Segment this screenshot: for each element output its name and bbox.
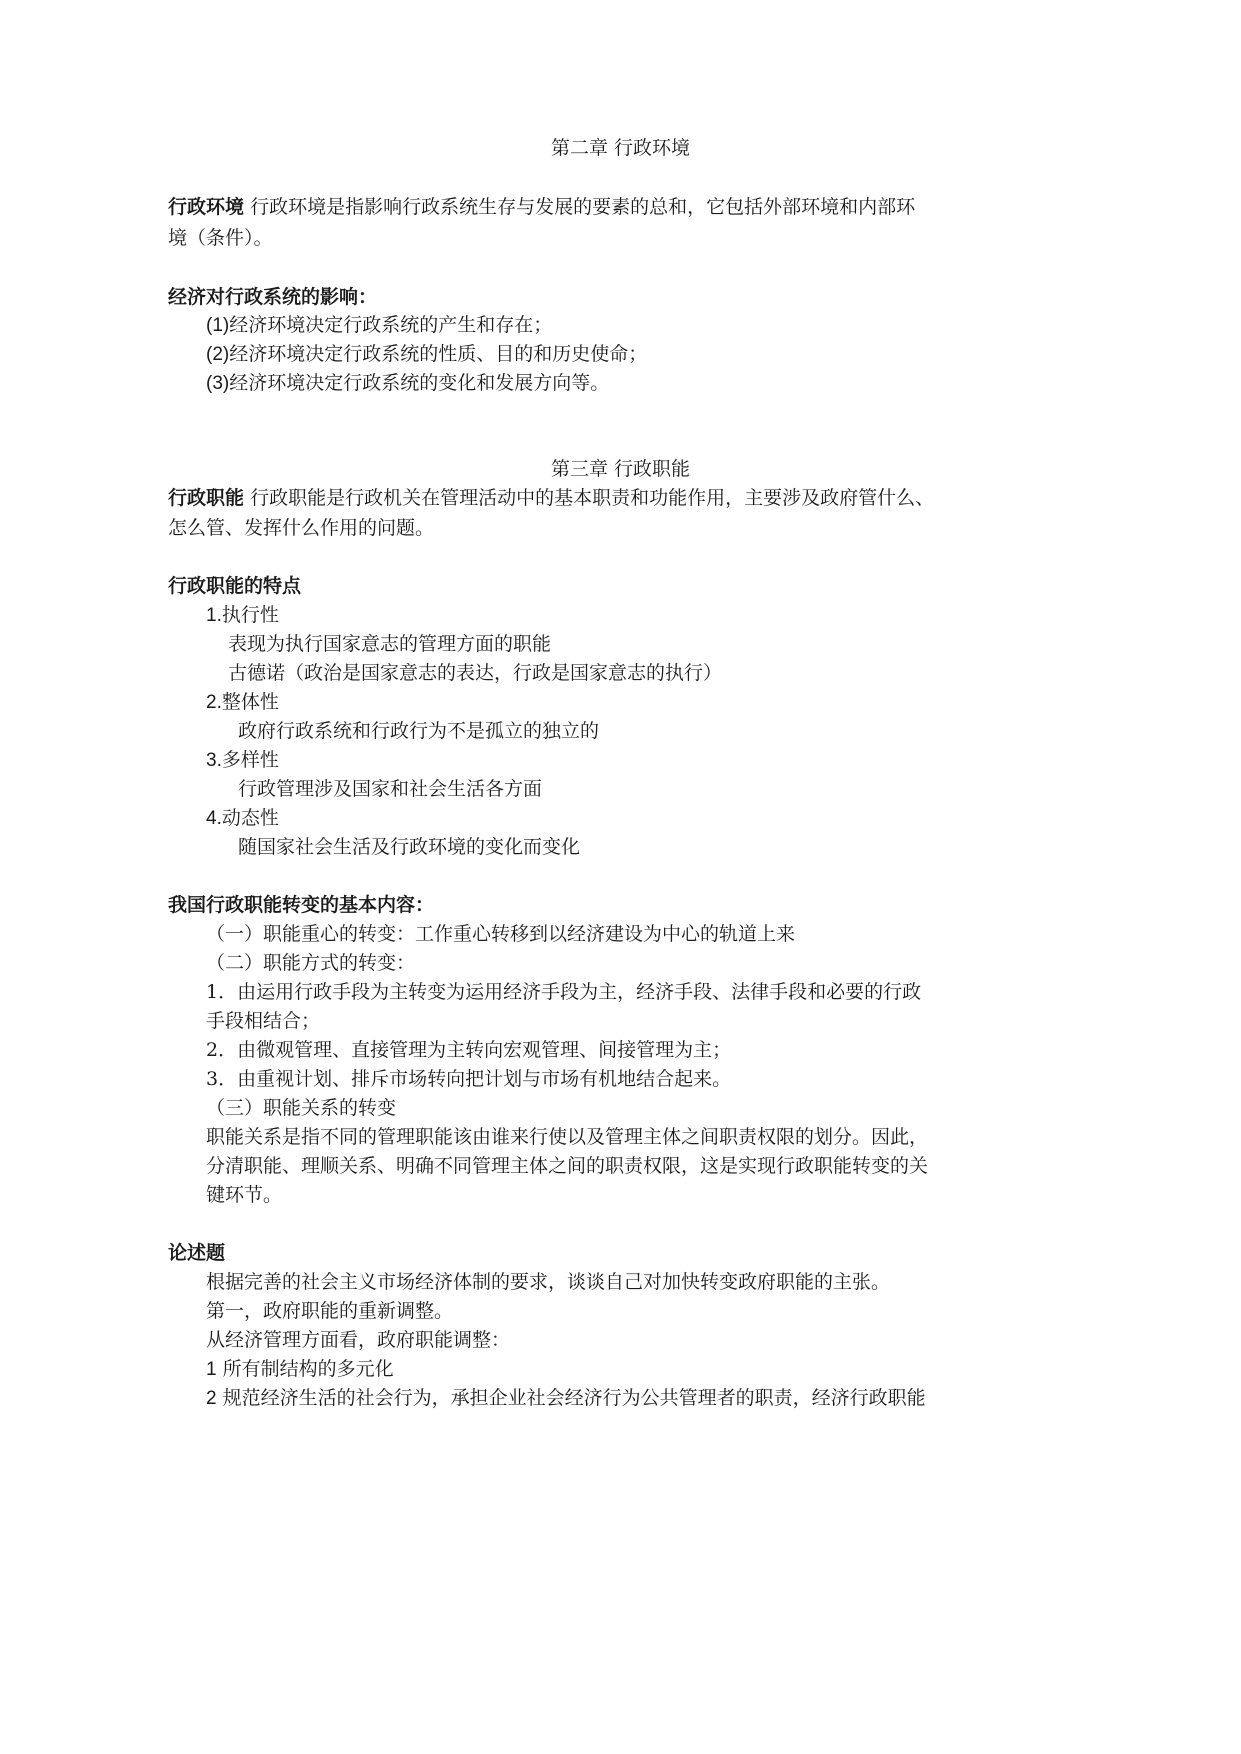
feature-2-title <box>206 690 279 715</box>
econ-item-3 <box>206 371 609 396</box>
essay-question: 根据完善的社会主义市场经济体制的要求，谈谈自己对加快转变政府职能的主张。 <box>206 1271 891 1293</box>
feature-1-desc-2: 古德诺（政治是国家意志的表达，行政是国家意志的执行） <box>228 662 723 684</box>
econ-item-number: (3) <box>206 373 230 394</box>
func-definition-line-2: 怎么管、发挥什么作用的问题。 <box>168 517 435 539</box>
feature-number: 3. <box>206 750 222 771</box>
econ-item-number: (2) <box>206 344 230 365</box>
feature-name: 整体性 <box>221 691 279 713</box>
essay-item-text: 规范经济生活的社会行为，承担企业社会经济行为公共管理者的职责，经济行政职能 <box>216 1387 926 1409</box>
env-definition-line-2: 境（条件）。 <box>168 227 273 249</box>
feature-number: 1. <box>206 605 222 626</box>
transform-item-1: （一）职能重心的转变：工作重心转移到以经济建设为中心的轨道上来 <box>206 923 796 945</box>
essay-point-1: 第一，政府职能的重新调整。 <box>206 1300 454 1322</box>
func-definition-line-1 <box>168 486 934 510</box>
transform-item-2: （二）职能方式的转变： <box>206 952 416 974</box>
func-term: 行政职能 <box>168 487 245 509</box>
method-3: 3．由重视计划、排斥市场转向把计划与市场有机地结合起来。 <box>206 1068 732 1090</box>
feature-1-desc-1: 表现为执行国家意志的管理方面的职能 <box>228 633 552 655</box>
econ-item-text: 经济环境决定行政系统的性质、目的和历史使命； <box>229 343 648 365</box>
essay-item-number: 1 <box>206 1359 217 1380</box>
features-heading: 行政职能的特点 <box>168 575 302 597</box>
env-term: 行政环境 <box>168 196 245 218</box>
essay-point-econ: 从经济管理方面看，政府职能调整： <box>206 1329 511 1351</box>
env-definition-text: 行政环境是指影响行政系统生存与发展的要素的总和，它包括外部环境和内部环 <box>250 196 916 218</box>
transform-item-3: （三）职能关系的转变 <box>206 1097 397 1119</box>
feature-name: 执行性 <box>221 604 279 626</box>
relation-line-3: 键环节。 <box>206 1184 283 1206</box>
transform-heading: 我国行政职能转变的基本内容： <box>168 894 435 916</box>
feature-3-desc: 行政管理涉及国家和社会生活各方面 <box>238 778 543 800</box>
essay-heading: 论述题 <box>168 1242 226 1264</box>
essay-item-2 <box>206 1386 926 1411</box>
method-1-line-2: 手段相结合； <box>206 1010 321 1032</box>
essay-item-text: 所有制结构的多元化 <box>216 1358 394 1380</box>
essay-item-number: 2 <box>206 1388 217 1409</box>
econ-influence-heading: 经济对行政系统的影响： <box>168 286 378 308</box>
econ-item-text: 经济环境决定行政系统的变化和发展方向等。 <box>229 372 610 394</box>
feature-1-title <box>206 603 279 628</box>
feature-4-desc: 随国家社会生活及行政环境的变化而变化 <box>238 836 581 858</box>
feature-4-title <box>206 806 279 831</box>
feature-name: 多样性 <box>221 749 279 771</box>
relation-line-1: 职能关系是指不同的管理职能该由谁来行使以及管理主体之间职责权限的划分。因此， <box>206 1126 929 1148</box>
relation-line-2: 分清职能、理顺关系、明确不同管理主体之间的职责权限，这是实现行政职能转变的关 <box>206 1155 929 1177</box>
chapter-2-title: 第二章 行政环境 <box>550 137 691 159</box>
econ-item-2 <box>206 342 647 367</box>
method-2: 2．由微观管理、直接管理为主转向宏观管理、间接管理为主； <box>206 1039 732 1061</box>
feature-number: 4. <box>206 808 222 829</box>
feature-number: 2. <box>206 692 222 713</box>
econ-item-1 <box>206 313 552 338</box>
econ-item-text: 经济环境决定行政系统的产生和存在； <box>229 314 553 336</box>
method-1-line-1: 1．由运用行政手段为主转变为运用经济手段为主，经济手段、法律手段和必要的行政 <box>206 981 922 1003</box>
econ-item-number: (1) <box>206 315 230 336</box>
feature-3-title <box>206 748 279 773</box>
env-definition-line-1 <box>168 195 915 219</box>
func-definition-text: 行政职能是行政机关在管理活动中的基本职责和功能作用，主要涉及政府管什么、 <box>250 487 935 509</box>
feature-name: 动态性 <box>221 807 279 829</box>
essay-item-1 <box>206 1357 394 1382</box>
feature-2-desc: 政府行政系统和行政行为不是孤立的独立的 <box>238 720 600 742</box>
chapter-3-title: 第三章 行政职能 <box>550 458 691 480</box>
